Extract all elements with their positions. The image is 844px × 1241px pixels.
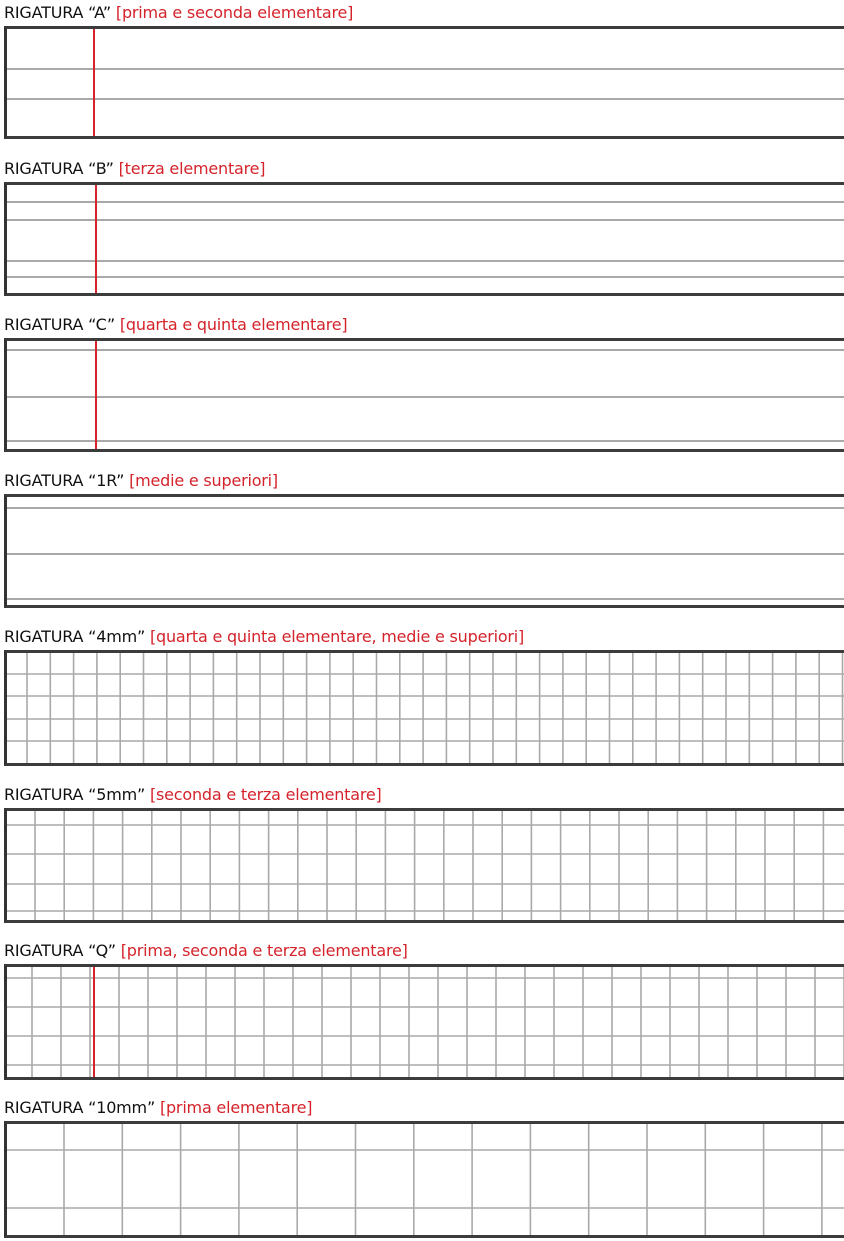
school-level: [quarta e quinta elementare, medie e superiori] bbox=[149, 627, 525, 646]
ruling-code: RIGATURA “10mm” bbox=[4, 1098, 156, 1117]
ruling-title-1r bbox=[4, 470, 278, 492]
school-level: [quarta e quinta elementare] bbox=[119, 315, 348, 334]
school-level: [terza elementare] bbox=[118, 159, 266, 178]
ruling-code: RIGATURA “5mm” bbox=[4, 785, 146, 804]
ruling-lines-a bbox=[7, 29, 844, 136]
ruling-code: RIGATURA “4mm” bbox=[4, 627, 146, 646]
ruling-sample-5mm bbox=[4, 808, 844, 923]
ruling-sample-c bbox=[4, 338, 844, 452]
grid-lines-10mm bbox=[7, 1124, 844, 1235]
ruling-title-10mm bbox=[4, 1097, 312, 1119]
ruling-title-q bbox=[4, 940, 408, 962]
school-level: [prima e seconda elementare] bbox=[115, 3, 354, 22]
ruling-title-c bbox=[4, 314, 347, 336]
grid-lines-q bbox=[7, 967, 844, 1077]
ruling-title-b bbox=[4, 158, 265, 180]
grid-lines-5mm bbox=[7, 811, 844, 920]
school-level: [seconda e terza elementare] bbox=[149, 785, 382, 804]
ruling-sample-4mm bbox=[4, 650, 844, 766]
ruling-title-5mm bbox=[4, 784, 382, 806]
ruling-code: RIGATURA “B” bbox=[4, 159, 114, 178]
ruling-code: RIGATURA “Q” bbox=[4, 941, 116, 960]
ruling-sample-1r bbox=[4, 494, 844, 608]
ruling-sample-q bbox=[4, 964, 844, 1080]
ruling-code: RIGATURA “1R” bbox=[4, 471, 125, 490]
ruling-lines-b bbox=[7, 185, 844, 293]
grid-lines-4mm bbox=[7, 653, 844, 763]
ruling-sample-a bbox=[4, 26, 844, 139]
school-level: [prima elementare] bbox=[159, 1098, 313, 1117]
school-level: [medie e superiori] bbox=[129, 471, 278, 490]
school-level: [prima, seconda e terza elementare] bbox=[120, 941, 408, 960]
ruling-lines-1r bbox=[7, 497, 844, 605]
ruling-lines-c bbox=[7, 341, 844, 449]
ruling-code: RIGATURA “A” bbox=[4, 3, 112, 22]
ruling-title-4mm bbox=[4, 626, 524, 648]
ruling-sample-10mm bbox=[4, 1121, 844, 1238]
ruling-title-a bbox=[4, 2, 353, 24]
ruling-code: RIGATURA “C” bbox=[4, 315, 115, 334]
ruling-sample-b bbox=[4, 182, 844, 296]
